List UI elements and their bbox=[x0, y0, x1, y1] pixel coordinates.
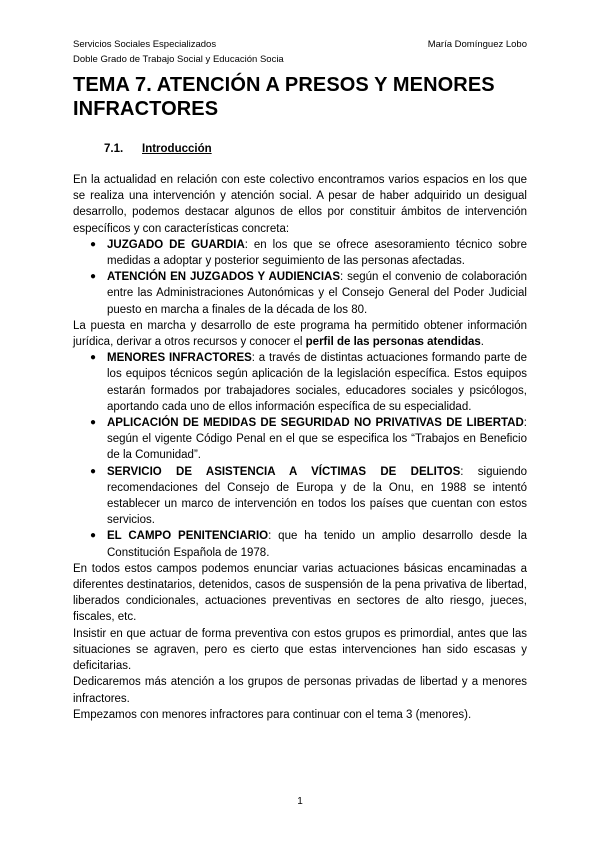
middle-paragraph bbox=[73, 318, 527, 350]
list-item-text: : a través de distintas actuaciones formando parte de los equipos técnicos según aplicación de la legislación específica. Estos equipos estarán formados por trabajadores sociales, educadores sociales y psicólogos, aportando cada uno de ellos información específica de su especialidad. bbox=[107, 352, 527, 413]
middle-end: . bbox=[480, 336, 484, 349]
list-item bbox=[73, 350, 527, 415]
closing-paragraph: Dedicaremos más atención a los grupos de personas privadas de libertad y a menores infractores. bbox=[73, 676, 527, 705]
closing-paragraph: Empezamos con menores infractores para continuar con el tema 3 (menores). bbox=[73, 708, 472, 721]
closing-paragraph: En todos estos campos podemos enunciar varias actuaciones básicas encaminadas a diferentes destinatarios, detenidos, casos de suspensión de la pena privativa de libertad, liberados condicionales, actuaciones preventivas en sectores de alto riesgo, jueces, fiscales, etc. bbox=[73, 562, 527, 624]
list-item-term: SERVICIO DE ASISTENCIA A VÍCTIMAS DE DELITOS bbox=[107, 465, 461, 478]
middle-text: La puesta en marcha y desarrollo de este programa ha permitido obtener información jurídica, derivar a otros recursos y conocer el bbox=[73, 319, 527, 349]
list-item-text: : que ha tenido un amplio desarrollo desde la Constitución Española de 1978. bbox=[107, 530, 527, 559]
bullet-icon: ● bbox=[90, 417, 97, 429]
section-heading bbox=[104, 141, 212, 157]
closing-paragraph: Insistir en que actuar de forma preventiva con estos grupos es primordial, antes que las situaciones se agraven, pero es cierto que estas intervenciones han sido escasas y deficitarias. bbox=[73, 627, 527, 673]
page-title: TEMA 7. ATENCIÓN A PRESOS Y MENORES INFRACTORES bbox=[73, 74, 495, 120]
list-item bbox=[73, 464, 527, 529]
list-item bbox=[73, 528, 527, 560]
list-item-term: JUZGADO DE GUARDIA bbox=[107, 238, 245, 251]
list-item-term: EL CAMPO PENITENCIARIO bbox=[107, 530, 269, 543]
bullet-icon: ● bbox=[90, 271, 97, 283]
section-label: Introducción bbox=[142, 143, 212, 155]
intro-paragraph: En la actualidad en relación con este colectivo encontramos varios espacios en los que se realiza una intervención y atención social. A pesar de haber adquirido un desigual desarrollo, podemos destacar algunos de ellos por constituir ámbitos de intervención específicos y con características concreta: bbox=[73, 174, 527, 235]
list-item bbox=[73, 269, 527, 318]
page-header bbox=[73, 37, 527, 67]
middle-bold: perfil de las personas atendidas bbox=[305, 336, 481, 349]
course-name: Servicios Sociales Especializados bbox=[73, 39, 217, 50]
list-first bbox=[73, 237, 527, 318]
list-item bbox=[73, 415, 527, 464]
list-item bbox=[73, 237, 527, 269]
bullet-icon: ● bbox=[90, 352, 97, 364]
list-item-text: : siguiendo recomendaciones del Consejo de Europa y de la Onu, en 1988 se intentó establecer un marco de intervención en todos los países que cuentan con estos servicios. bbox=[107, 465, 528, 527]
list-item-text: : según el convenio de colaboración entre las Administraciones Autonómicas y el Consejo General del Poder Judicial puesto en marcha a finales de la década de los 80. bbox=[107, 271, 527, 316]
list-item-term: APLICACIÓN DE MEDIDAS DE SEGURIDAD NO PRIVATIVAS DE LIBERTAD bbox=[107, 417, 524, 430]
page-number: 1 bbox=[297, 796, 303, 807]
list-item-text: : en los que se ofrece asesoramiento técnico sobre medidas a adoptar y posterior seguimiento de las personas afectadas. bbox=[107, 238, 527, 268]
bullet-icon: ● bbox=[90, 530, 97, 542]
document-body bbox=[73, 172, 527, 723]
list-item-text: : según el vigente Código Penal en el que se especifica los “Trabajos en Beneficio de la Comunidad”. bbox=[107, 417, 527, 462]
list-second bbox=[73, 350, 527, 561]
degree-name: Doble Grado de Trabajo Social y Educación Socia bbox=[73, 54, 284, 65]
author-name: María Domínguez Lobo bbox=[427, 39, 527, 50]
bullet-icon: ● bbox=[90, 465, 97, 477]
section-number: 7.1. bbox=[104, 143, 124, 155]
list-item-term: ATENCIÓN EN JUZGADOS Y AUDIENCIAS bbox=[107, 271, 341, 284]
list-item-term: MENORES INFRACTORES bbox=[107, 352, 252, 365]
bullet-icon: ● bbox=[90, 238, 97, 250]
